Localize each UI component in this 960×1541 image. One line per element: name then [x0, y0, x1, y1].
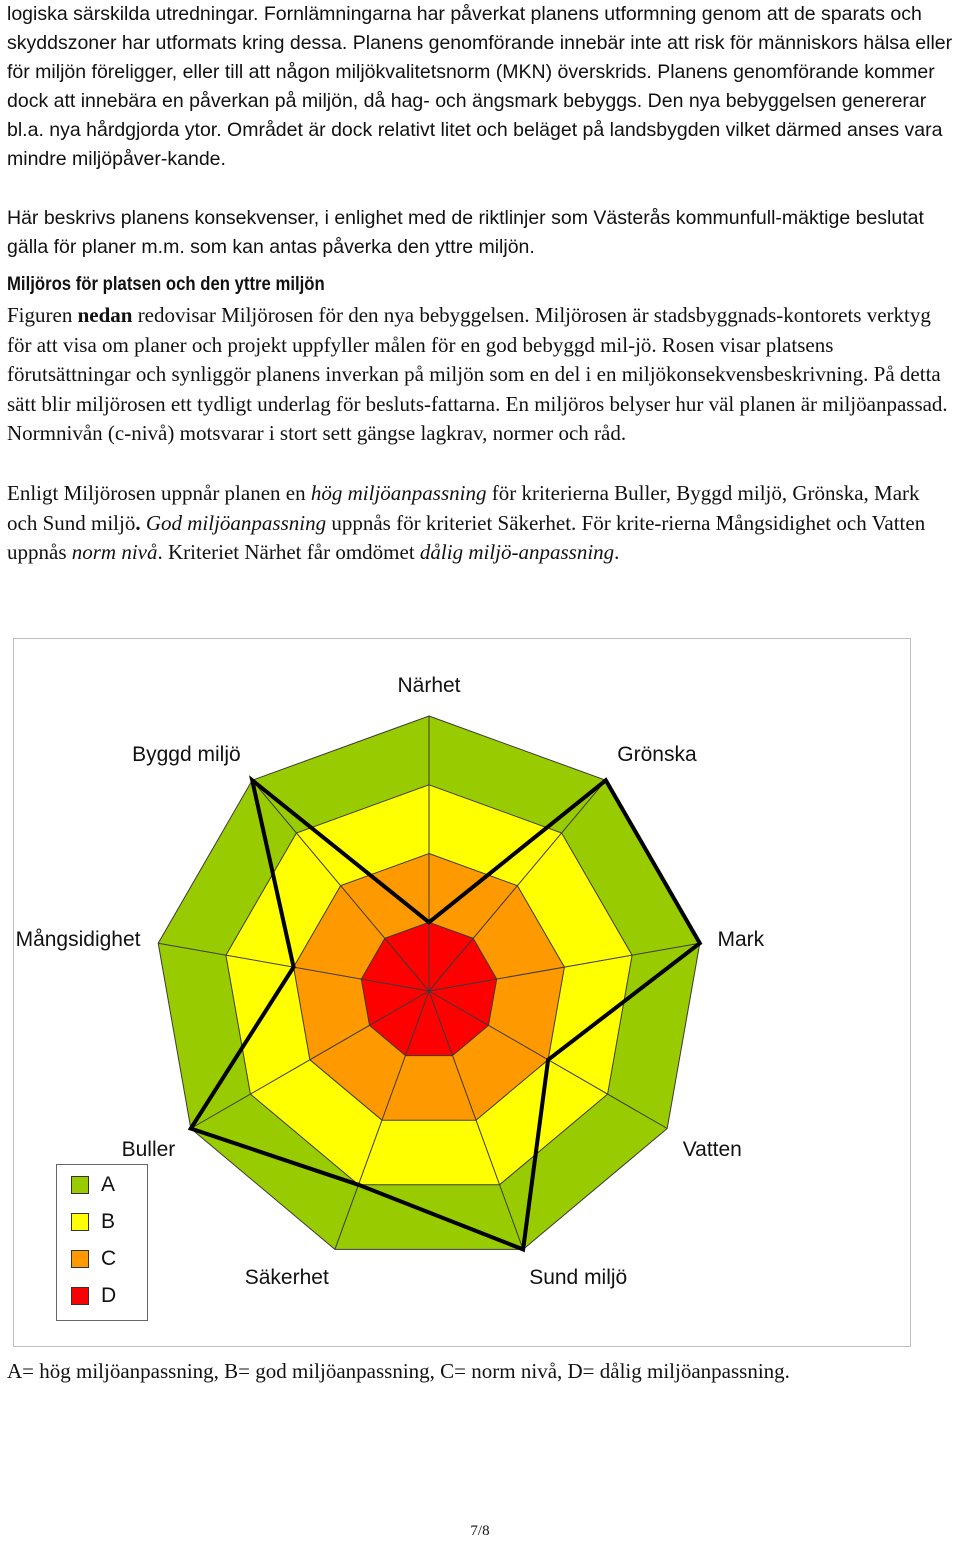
- bold-span: nedan: [77, 303, 133, 327]
- legend-item: [71, 1281, 116, 1311]
- text-span: redovisar Miljörosen för den nya bebyggelsen. Miljörosen är stadsbyggnads-kontorets verktyg för att visa om planer och projekt uppfyller målen för en god bebyggd mil-jö. Rosen visar platsens förutsättningar och synliggör planens inverkan på miljön som en del i en miljökonsekvensbeskrivning. På detta sätt blir miljörosen ett tydligt underlag för besluts-fattarna. En miljöros belyser hur väl planen är miljöanpassad. Normnivån (c-nivå) motsvarar i stort sett gängse lagkrav, normer och råd.: [7, 303, 948, 445]
- text-span: uppnås för kriteriet Säkerhet. För krite-rierna Mångsidighet och Vatten uppnås: [7, 510, 926, 564]
- text-span: Enligt Miljörosen uppnår planen en: [7, 481, 311, 505]
- miljoros-chart: [13, 638, 911, 1347]
- paragraph-intro: logiska särskilda utredningar. Fornlämningarna har påverkat planens utformning genom att de sparats och skyddszoner har utformats kring dessa. Planens genomförande innebär inte att risk för människors hälsa eller för miljön föreligger, eller till att någon miljökvalitetsnorm (MKN) överskrids. Planens genomförande kommer dock att innebära en påverkan på miljön, då hag- och ängsmark bebyggs. Den nya bebyggelsen genererar bl.a. nya hårdgjorda ytor. Området är dock relativt litet och beläget på landsbygden vilket därmed anses vara mindre miljöpåver-kande.: [7, 3, 953, 170]
- text-span: Figuren: [7, 303, 78, 327]
- italic-span: hög miljöanpassning: [310, 481, 487, 505]
- bold-span: .: [135, 510, 146, 535]
- italic-span: dålig miljö-anpassning: [419, 540, 615, 564]
- legend-swatch: [71, 1176, 89, 1194]
- paragraph-consequences: Här beskrivs planens konsekvenser, i enlighet med de riktlinjer som Västerås kommunfull-mäktige beslutat gälla för planer m.m. som kan antas påverka den yttre miljön.: [7, 207, 924, 258]
- text-span: . Kriteriet Närhet får omdömet: [157, 540, 420, 564]
- italic-span: God miljöanpassning: [145, 510, 327, 535]
- page-number: 7/8: [470, 1523, 490, 1539]
- legend-label: B: [101, 1210, 116, 1233]
- legend-item: [71, 1244, 116, 1274]
- text-span: för kriterierna Buller, Byggd miljö, Grönska, Mark och Sund miljö: [7, 481, 920, 535]
- criterion-label: Närhet: [397, 674, 461, 697]
- text-span: .: [614, 540, 620, 564]
- paragraph-result: [7, 479, 955, 568]
- legend-swatch: [71, 1250, 89, 1268]
- chart-legend: [56, 1164, 148, 1321]
- section-heading: Miljöros för platsen och den yttre miljön: [7, 274, 325, 295]
- legend-label: D: [101, 1284, 117, 1307]
- paragraph-miljoros: [7, 301, 955, 449]
- legend-swatch: [71, 1213, 89, 1231]
- legend-label: C: [101, 1247, 117, 1270]
- criterion-label: Sund miljö: [529, 1266, 628, 1290]
- criterion-label: Mångsidighet: [15, 928, 141, 952]
- legend-swatch: [71, 1287, 89, 1305]
- criterion-label: Vatten: [682, 1137, 742, 1161]
- criterion-label: Säkerhet: [244, 1266, 329, 1290]
- legend-item: [71, 1170, 115, 1200]
- legend-item: [71, 1207, 115, 1237]
- criterion-label: Buller: [121, 1137, 176, 1161]
- criterion-label: Mark: [717, 928, 765, 952]
- legend-explanation: A= hög miljöanpassning, B= god miljöanpassning, C= norm nivå, D= dålig miljöanpassning.: [7, 1359, 790, 1383]
- legend-label: A: [101, 1173, 116, 1196]
- criterion-label: Grönska: [617, 742, 697, 766]
- italic-span: norm nivå: [71, 540, 158, 564]
- criterion-label: Byggd miljö: [132, 742, 241, 766]
